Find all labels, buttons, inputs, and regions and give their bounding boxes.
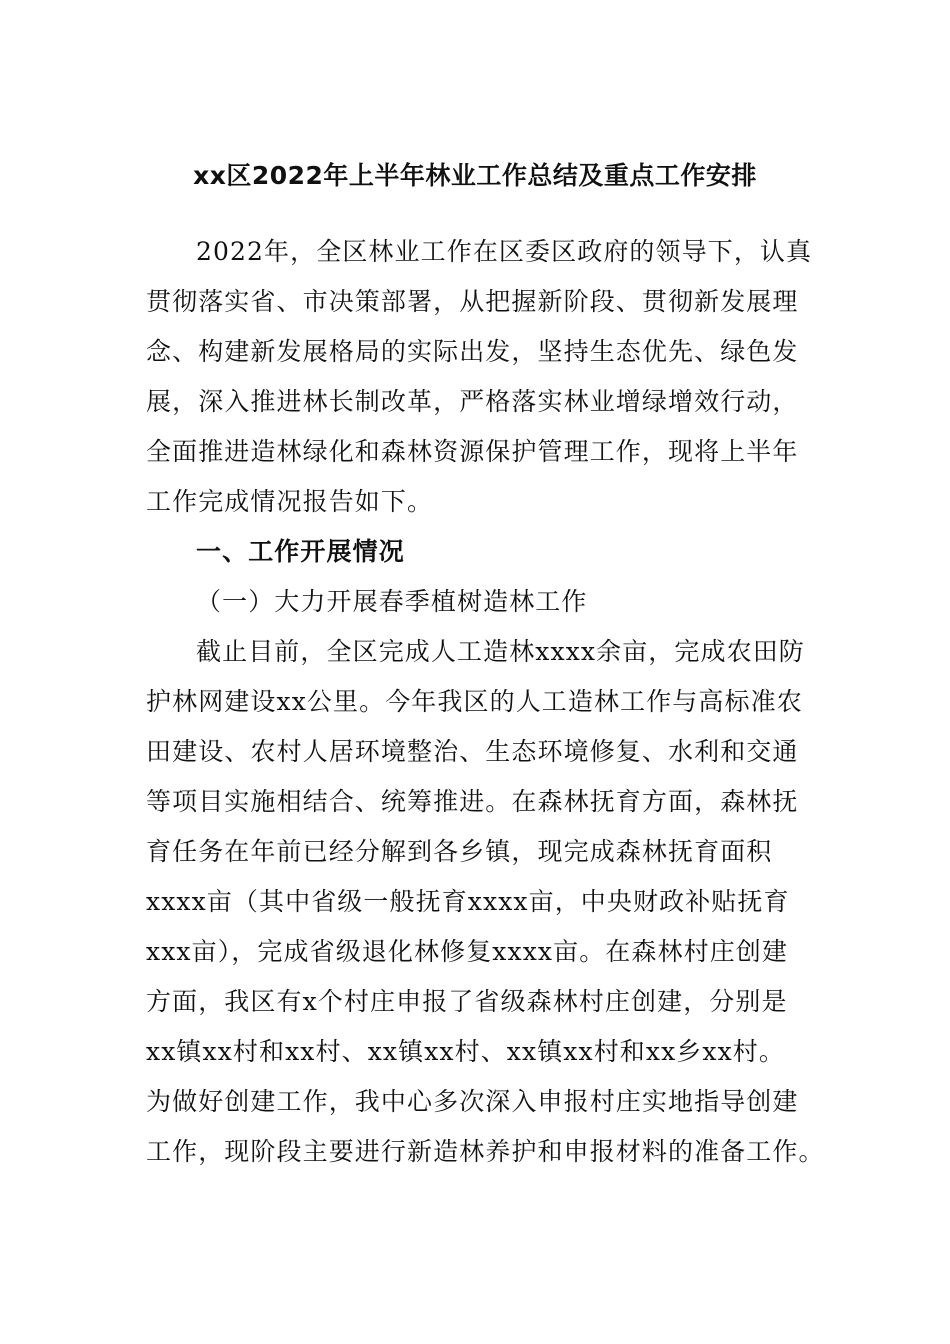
intro-line-1: 2022年，全区林业工作在区委区政府的领导下，认真 (196, 237, 813, 266)
body-line-4: 等项目实施相结合、统筹推进。在森林抚育方面，森林抚 (146, 787, 799, 816)
intro-line-3: 念、构建新发展格局的实际出发，坚持生态优先、绿色发 (146, 337, 799, 366)
body-line-2: 护林网建设xx公里。今年我区的人工造林工作与高标准农 (146, 687, 803, 716)
intro-line-6: 工作完成情况报告如下。 (146, 487, 434, 516)
body-line-3: 田建设、农村人居环境整治、生态环境修复、水利和交通 (146, 737, 799, 766)
intro-line-2: 贯彻落实省、市决策部署，从把握新阶段、贯彻新发展理 (146, 287, 799, 316)
body-line-11: 工作，现阶段主要进行新造林养护和申报材料的准备工作。 (146, 1137, 825, 1166)
intro-line-5: 全面推进造林绿化和森林资源保护管理工作，现将上半年 (146, 437, 799, 466)
body-line-9: xx镇xx村和xx村、xx镇xx村、xx镇xx村和xx乡xx村。 (146, 1037, 785, 1066)
document-title: xx区2022年上半年林业工作总结及重点工作安排 (193, 161, 757, 190)
body-line-10: 为做好创建工作，我中心多次深入申报村庄实地指导创建 (146, 1087, 799, 1116)
body-line-6: xxxx亩（其中省级一般抚育xxxx亩，中央财政补贴抚育 (146, 887, 790, 916)
body-line-5: 育任务在年前已经分解到各乡镇，现完成森林抚育面积 (146, 837, 773, 866)
subsection-heading: （一）大力开展春季植树造林工作 (196, 587, 588, 616)
section-heading: 一、工作开展情况 (196, 537, 405, 566)
intro-line-4: 展，深入推进林长制改革，严格落实林业增绿增效行动， (146, 387, 799, 416)
body-line-1: 截止目前，全区完成人工造林xxxx余亩，完成农田防 (196, 637, 805, 666)
body-line-8: 方面，我区有x个村庄申报了省级森林村庄创建，分别是 (146, 987, 788, 1016)
body-line-7: xxx亩），完成省级退化林修复xxxx亩。在森林村庄创建 (146, 937, 788, 966)
